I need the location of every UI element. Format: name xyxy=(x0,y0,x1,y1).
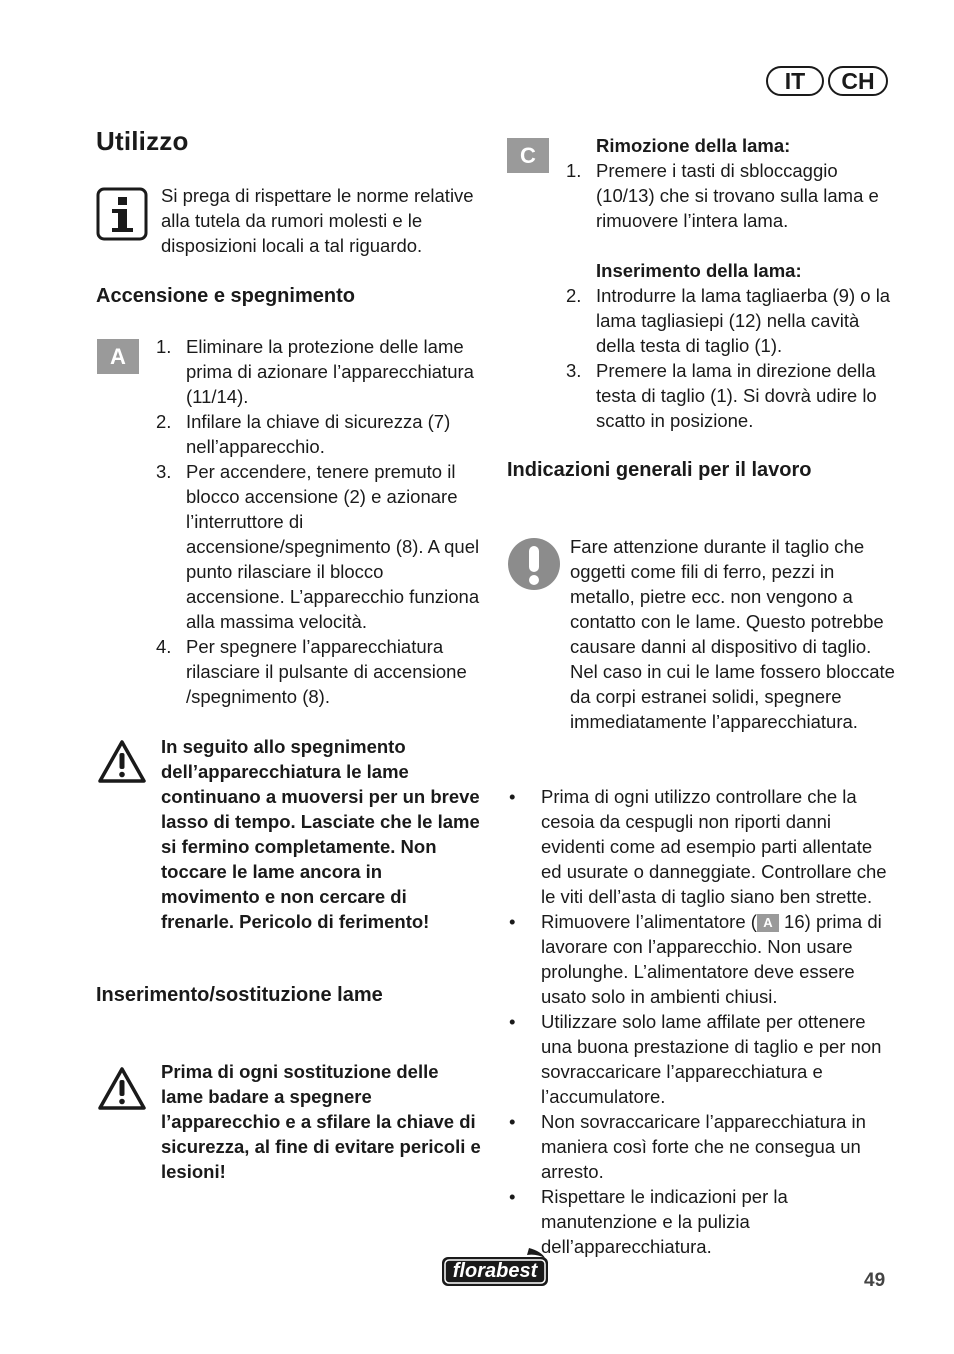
section-heading-switch: Accensione e spegnimento xyxy=(96,285,355,307)
page-title: Utilizzo xyxy=(96,126,189,156)
list-item: • Non sovraccaricare l’apparecchiatura in maniera così forte che ne consegua un arresto. xyxy=(509,1111,866,1182)
brand-text: florabest xyxy=(452,1260,538,1282)
figure-label-c: C xyxy=(507,138,549,173)
list-item: 1. Eliminare la protezione delle lame prima di azionare l’apparecchiatura (11/14). xyxy=(156,336,474,407)
list-item: 1. Premere i tasti di sbloccaggio (10/13) che si trovano sulla lama e rimuovere l’intera lama. xyxy=(566,160,879,231)
lang-badge-it: IT xyxy=(766,66,824,96)
info-icon xyxy=(96,187,148,241)
warning-triangle-icon xyxy=(97,738,147,784)
list-item: 3. Per accendere, tenere premuto il blocco accensione (2) e azionare l’interruttore di accensione/spegnimento (8). A quel punto rilasciare il blocco accensione. L’apparecchio funziona alla massima velocità. xyxy=(156,461,480,632)
warning-text-switch: In seguito allo spegnimento dell’apparecchiatura le lame continuano a muoversi per un breve lasso di tempo. Lasciate che le lame si fermino completamente. Non toccare le lame ancora in movimento e non cercare di frenarle. Pericolo di ferimento! xyxy=(161,736,480,932)
list-item: 2. Infilare la chiave di sicurezza (7) nell’apparecchio. xyxy=(156,411,451,457)
list-item: • Prima di ogni utilizzo controllare che la cesoia da cespugli non riporti danni evidenti come ad esempio parti allentate ed usurate o danneggiate. Controllare che le viti dell’asta di taglio siano ben strette. xyxy=(509,786,887,907)
figure-ref-a: A xyxy=(757,914,779,932)
figure-label-a: A xyxy=(97,339,139,374)
section-heading-general: Indicazioni generali per il lavoro xyxy=(507,459,812,481)
page-number: 49 xyxy=(864,1270,886,1291)
exclamation-icon xyxy=(507,537,561,591)
switch-steps-list xyxy=(156,334,481,709)
warning-text-blades: Prima di ogni sostituzione delle lame badare a spegnere l’apparecchio e a sfilare la chiave di sicurezza, al fine di evitare pericoli e lesioni! xyxy=(161,1061,481,1182)
list-item: 3. Premere la lama in direzione della testa di taglio (1). Si dovrà udire lo scatto in posizione. xyxy=(566,360,877,431)
warning-triangle-icon xyxy=(97,1065,147,1111)
insert-heading: Inserimento della lama: xyxy=(596,260,802,281)
removal-steps-list xyxy=(566,158,891,233)
info-note-text: Si prega di rispettare le norme relative alla tutela da rumori molesti e le disposizioni locali a tal riguardo. xyxy=(161,185,474,256)
list-item: • Rimuovere l’alimentatore ( A 16) prima di lavorare con l’apparecchio. Non usare prolunghe. L’alimentatore deve essere usato solo in ambienti chiusi. xyxy=(509,911,882,1007)
general-bullet-list xyxy=(507,784,897,1259)
insert-steps-list xyxy=(566,283,891,433)
lang-badge-ch: CH xyxy=(828,66,888,96)
list-item: 2. Introdurre la lama tagliaerba (9) o la lama tagliasiepi (12) nella cavità della testa di taglio (1). xyxy=(566,285,891,356)
list-item: • Utilizzare solo lame affilate per ottenere una buona prestazione di taglio e per non sovraccaricare l’apparecchiatura e l’accumulatore. xyxy=(509,1011,882,1107)
list-item: • Rispettare le indicazioni per la manutenzione e la pulizia dell’apparecchiatura. xyxy=(509,1186,788,1257)
section-heading-blades: Inserimento/sostituzione lame xyxy=(96,984,383,1006)
removal-heading: Rimozione della lama: xyxy=(596,135,791,156)
list-item: 4. Per spegnere l’apparecchiatura rilasciare il pulsante di accensione /spegnimento (8). xyxy=(156,636,467,707)
caution-text: Fare attenzione durante il taglio che oggetti come fili di ferro, pezzi in metallo, pietre ecc. non vengono a contatto con le lame. Questo potrebbe causare danni al dispositivo di taglio. Nel caso in cui le lame fossero bloccate da corpi estranei solidi, spegnere immediatamente l’apparecchiatura. xyxy=(570,536,895,732)
florabest-logo xyxy=(439,1246,551,1288)
